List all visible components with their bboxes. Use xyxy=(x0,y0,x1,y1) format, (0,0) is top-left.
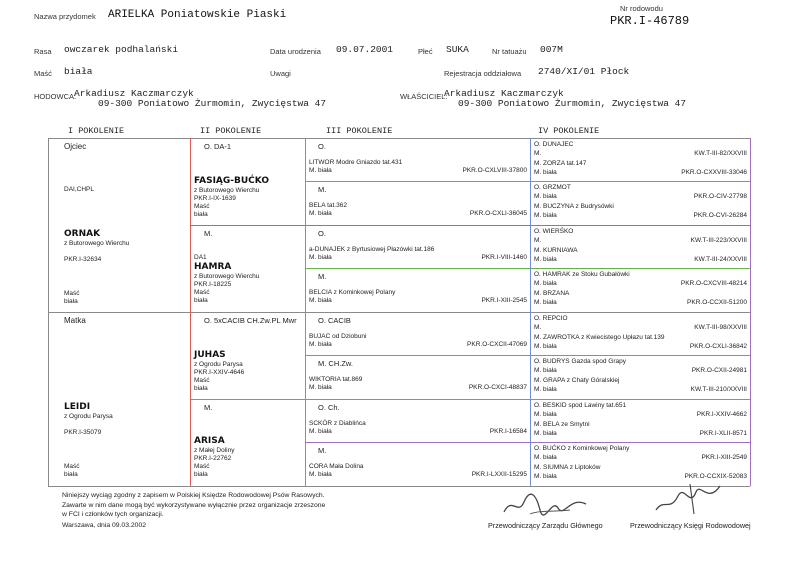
footer-date: Warszawa, dnia 09.03.2002 xyxy=(62,522,147,529)
owner-name: Arkadiusz Kaczmarczyk xyxy=(444,88,564,99)
breeder-name: Arkadiusz Kaczmarczyk xyxy=(74,88,194,99)
footer-note-1: Niniejszy wyciąg zgodny z zapisem w Polskiej Księdze Rodowodowej Psów Rasowych. xyxy=(62,492,325,499)
signature-1-image xyxy=(500,486,590,522)
registration-label: Rejestracja oddziałowa xyxy=(444,69,522,78)
father-name: ORNAK xyxy=(64,229,101,239)
signature-2-caption: Przewodniczący Księgi Rodowodowej xyxy=(630,521,751,530)
father-kennel: z Butorowego Wierchu xyxy=(64,240,130,247)
father-reg: PKR.I-32634 xyxy=(64,256,102,263)
dog-name: ARIELKA Poniatowskie Piaski xyxy=(108,9,287,21)
father-color-label: Maść xyxy=(64,290,80,297)
mother-reg: PKR.I-35079 xyxy=(64,429,102,436)
owner-address: 09-300 Poniatowo Żurmomin, Zwycięstwa 47 xyxy=(458,98,687,109)
mother-color: biała xyxy=(64,471,78,478)
breeder-label: HODOWCA: xyxy=(34,92,77,101)
footer-note-3: w FCI i członków tych organizacji. xyxy=(62,511,164,518)
remarks-label: Uwagi xyxy=(270,69,291,78)
mother-label: Matka xyxy=(64,316,86,325)
birth-date: 09.07.2001 xyxy=(336,44,394,55)
gen-4-header: IV POKOLENIE xyxy=(538,126,600,136)
name-label: Nazwa przydomek xyxy=(34,12,96,21)
breeder-address: 09-300 Poniatowo Żurmomin, Zwycięstwa 47 xyxy=(98,98,327,109)
father-titles: DAI,CHPL xyxy=(64,186,94,193)
sex-value: SUKA xyxy=(446,44,469,55)
color-value: biała xyxy=(64,66,93,77)
breed-label: Rasa xyxy=(34,47,52,56)
birth-label: Data urodzenia xyxy=(270,47,321,56)
mother-name: LEIDI xyxy=(64,402,91,412)
pedigree-certificate: Nazwa przydomek ARIELKA Poniatowskie Piaski Nr rodowodu PKR.I-46789 Rasa owczarek podhalański Data urodzenia 09.07.2001 Płeć SUKA Nr tatuażu 007M Maść biała Uwagi Rejestracja oddziałowa 2740/XI/01 Płock HODOWCA: Arkadiusz Kaczmarczyk 09-300 Poniatowo Żurmomin, Zwycięstwa 47 WŁAŚCICIEL: Arkadiusz Kaczmarczyk 09-300 Poniatowo Żurmomin, Zwycięstwa 47 I POKOLENIE II POKOLENIE III POKOLENIE IV POKOLENIE Ojciec DAI,CHPL ORNAK z Butorowego Wierchu PKR.I-32634 Maść biała Matka LEIDI z Ogrodu Parysa PKR.I-35079 Maść biała O. DA-1 FASIĄG-BUĆKO z Butorowego Wierchu PKR.I-IX-1639 Maść biała M. DA1 HAMRA z Butorowego Wierchu PKR.I-18225 Maść biała O. 5xCACIB CH.Zw.PL Mwr JUHAS z Ogrodu Parysa PKR.I-XXIV-4646 Maść biała M. ARISA z Małej Doliny PKR.I-22762 Maść biała O. LITWOR Modre Gniazdo tat.431 M. biała PKR.O-CXLVIII-37800 M. BELA tat.362 M. biała PKR.O-CXLI-36045 O. a-DUNAJEK z Byrtusiowej Płazówki tat.186 M. biała PKR.I-VIII-1460 M. BELCIA z Kominkowej Polany M. biała PKR.I-XIII-2545 O. CACIB BUJAC od Dziobuni M. biała PKR.O-CXCII-47069 M. CH.Zw. WIKTORIA tat.869 M. biała PKR.O-CXCI-48837 O. Ch. SCKÓR z Diablińca M. biała PKR.I-16584 M. CORA Mała Dolina M. biała PKR.I-LXXII-15295 O. DUNAJEC M. KW.T-III-82/XXVIII M. ZORZA tat.147 M. biała PKR.O-CXXVIII-33046 O. GRZMOT M. biała PKR.O-CIV-27798 M. BUCZYNA z Budrysówki M. biała PKR.O-CVI-26284 O. WIERŚKO M. KW.T-III-223/XXVIII M. KURNIAWA M. biała KW.T-III-24/XXVIII O. HAMRAK ze Stoku Gubałówki M. biała PKR.O-CXCVIII-48214 M. BRZANA M. biała PKR.O-CCXII-51200 O. REPCIO M. KW.T-III-98/XXVIII M. ZAWROTKA z Kwiecistego Upłazu tat.139 M. biała PKR.O-CXLI-36842 O. BUDRYS Gazda spod Grapy M. biała PKR.O-CXII-24981 M. GRAPA z Chaty Góralskiej M. biała KW.T-III-210/XXVIII O. BESKID spod Lawiny tat.651 M. biała PKR.I-XXIV-4662 M. BELA ze Smytni M. biała PKR.I-XLII-8571 O. BUĆKO z Kominkowej Polany M. biała PKR.I-XIII-2549 M. SIUMNA z Liptoków M. biała PKR.O-CCXIX-52083 Niniejszy wyciąg zgodny z zapisem w Polskiej Księdze Rodowodowej Psów Rasowych. Zawarte w nim dane mogą być wykorzystywane wyłącznie przez organizacje zrzeszone w FCI i członków tych organizacji. Warszawa, dnia 09.03.2002 Przewodniczący Zarządu Głównego Przewodniczący Księgi Rodowodowej xyxy=(0,0,800,582)
owner-label: WŁAŚCICIEL: xyxy=(400,92,448,101)
father-label: Ojciec xyxy=(64,142,87,151)
breed-value: owczarek podhalański xyxy=(64,44,179,55)
color-label: Maść xyxy=(34,69,52,78)
father-color: biała xyxy=(64,298,78,305)
registration-value: 2740/XI/01 Płock xyxy=(538,66,630,77)
gen-2-header: II POKOLENIE xyxy=(200,126,262,136)
tattoo-label: Nr tatuażu xyxy=(492,47,527,56)
signature-2-image xyxy=(650,478,730,518)
mother-color-label: Maść xyxy=(64,463,80,470)
footer-note-2: Zawarte w nim dane mogą być wykorzystywane wyłącznie przez organizacje zrzeszone xyxy=(62,502,326,509)
sex-label: Płeć xyxy=(418,47,433,56)
signature-1-caption: Przewodniczący Zarządu Głównego xyxy=(488,521,603,530)
tattoo-value: 007M xyxy=(540,44,563,55)
pedigree-number-label: Nr rodowodu xyxy=(620,4,663,13)
gen-3-header: III POKOLENIE xyxy=(326,126,393,136)
mother-kennel: z Ogrodu Parysa xyxy=(64,413,113,420)
gen-1-header: I POKOLENIE xyxy=(68,126,125,136)
pedigree-number: PKR.I-46789 xyxy=(610,14,690,28)
